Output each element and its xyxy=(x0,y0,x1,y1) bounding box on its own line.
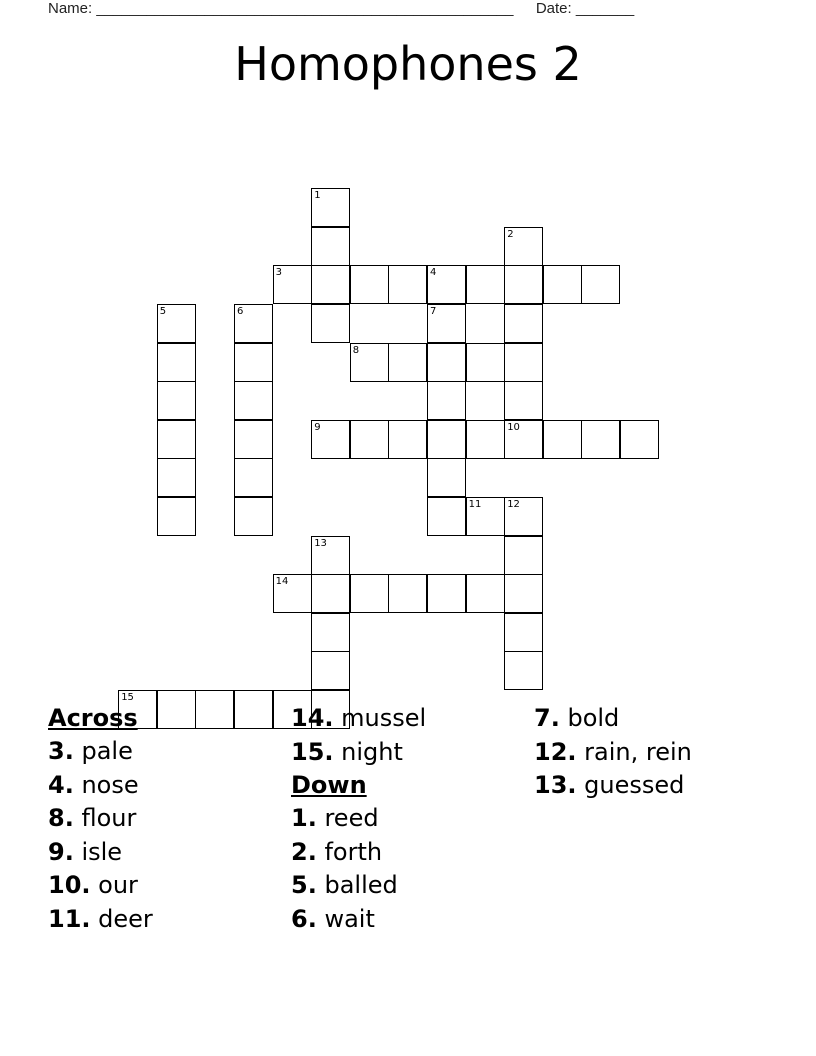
crossword-cell[interactable] xyxy=(157,304,196,343)
crossword-cell[interactable] xyxy=(466,343,505,382)
crossword-cell[interactable] xyxy=(427,381,466,420)
cell-number: 10 xyxy=(507,421,520,433)
date-label: Date: xyxy=(535,0,572,17)
clue-item: 2. forth xyxy=(291,837,383,866)
crossword-cell[interactable] xyxy=(620,420,659,459)
cell-number: 7 xyxy=(430,306,437,317)
clue-item: 13. guessed xyxy=(534,771,685,799)
name-label: Name: xyxy=(48,0,93,17)
crossword-cell[interactable] xyxy=(427,420,466,459)
cell-number: 14 xyxy=(275,576,289,588)
clue-item: 3. pale xyxy=(48,737,133,765)
crossword-cell[interactable] xyxy=(388,574,427,613)
cell-number: 2 xyxy=(507,228,514,240)
crossword-cell[interactable] xyxy=(504,381,543,420)
crossword-cell[interactable] xyxy=(466,420,505,459)
clue-item: 14. mussel xyxy=(291,704,427,732)
clue-column-1 xyxy=(48,702,288,936)
crossword-cell[interactable] xyxy=(311,188,350,227)
crossword-cell[interactable] xyxy=(504,420,543,459)
crossword-cell[interactable] xyxy=(350,420,389,459)
crossword-cell[interactable] xyxy=(466,574,505,613)
across-heading: Across xyxy=(48,704,138,732)
clue-item: 8. flour xyxy=(48,804,137,832)
crossword-cell[interactable] xyxy=(234,343,273,382)
cell-number: 11 xyxy=(468,499,482,510)
clue-item: 15. night xyxy=(291,737,403,766)
name-blank[interactable]: __________________________________________________ xyxy=(96,0,514,17)
crossword-cell[interactable] xyxy=(504,497,543,536)
clue-column-2 xyxy=(291,702,531,936)
crossword-cell[interactable] xyxy=(311,613,350,652)
cell-number: 4 xyxy=(430,267,437,279)
crossword-cell[interactable] xyxy=(234,458,273,497)
crossword-cell[interactable] xyxy=(504,536,543,575)
crossword-cell[interactable] xyxy=(311,304,350,343)
cell-number: 8 xyxy=(352,344,360,356)
clue-item: 7. bold xyxy=(534,704,620,732)
clue-item: 10. our xyxy=(48,871,138,899)
crossword-cell[interactable] xyxy=(504,574,543,613)
crossword-cell[interactable] xyxy=(350,265,389,304)
crossword-cell[interactable] xyxy=(581,265,620,304)
cell-number: 5 xyxy=(159,306,167,317)
crossword-cell[interactable] xyxy=(504,304,543,343)
cell-number: 13 xyxy=(314,537,327,549)
cell-number: 9 xyxy=(314,421,321,433)
clue-column-3 xyxy=(534,702,774,803)
crossword-cell[interactable] xyxy=(504,613,543,652)
crossword-cell[interactable] xyxy=(543,420,582,459)
crossword-cell[interactable] xyxy=(350,343,389,382)
clue-item: 11. deer xyxy=(48,904,153,933)
crossword-cell[interactable] xyxy=(273,265,312,304)
page-title: Homophones 2 xyxy=(234,37,582,91)
crossword-cell[interactable] xyxy=(427,574,466,613)
crossword-cell[interactable] xyxy=(543,265,582,304)
crossword-cell[interactable] xyxy=(311,574,350,613)
crossword-cell[interactable] xyxy=(388,343,427,382)
cell-number: 1 xyxy=(314,190,321,202)
crossword-cell[interactable] xyxy=(157,343,196,382)
cell-number: 12 xyxy=(507,499,520,510)
crossword-cell[interactable] xyxy=(157,420,196,459)
crossword-cell[interactable] xyxy=(504,265,543,304)
crossword-cell[interactable] xyxy=(466,265,505,304)
down-heading: Down xyxy=(291,771,367,799)
crossword-cell[interactable] xyxy=(311,536,350,575)
crossword-cell[interactable] xyxy=(234,381,273,420)
clue-item: 5. balled xyxy=(291,871,398,899)
crossword-cell[interactable] xyxy=(388,420,427,459)
crossword-cell[interactable] xyxy=(388,265,427,304)
clue-item: 9. isle xyxy=(48,837,123,866)
cell-number: 6 xyxy=(237,306,244,317)
clue-item: 1. reed xyxy=(291,804,379,832)
crossword-cell[interactable] xyxy=(311,651,350,690)
crossword-cell[interactable] xyxy=(157,497,196,536)
crossword-cell[interactable] xyxy=(234,420,273,459)
crossword-cell[interactable] xyxy=(273,574,312,613)
crossword-cell[interactable] xyxy=(350,574,389,613)
clue-item: 6. wait xyxy=(291,904,375,933)
date-blank[interactable]: _______ xyxy=(575,0,635,17)
crossword-cell[interactable] xyxy=(234,497,273,536)
crossword-cell[interactable] xyxy=(504,227,543,266)
crossword-cell[interactable] xyxy=(504,651,543,690)
crossword-cell[interactable] xyxy=(427,458,466,497)
clue-item: 12. rain, rein xyxy=(534,737,692,766)
crossword-cell[interactable] xyxy=(427,265,466,304)
crossword-cell[interactable] xyxy=(466,497,505,536)
crossword-cell[interactable] xyxy=(157,381,196,420)
crossword-cell[interactable] xyxy=(427,497,466,536)
clue-item: 4. nose xyxy=(48,770,139,799)
cell-number: 15 xyxy=(121,692,134,703)
crossword-cell[interactable] xyxy=(581,420,620,459)
crossword-cell[interactable] xyxy=(427,304,466,343)
crossword-cell[interactable] xyxy=(427,343,466,382)
cell-number: 3 xyxy=(275,267,282,279)
crossword-cell[interactable] xyxy=(311,265,350,304)
crossword-cell[interactable] xyxy=(311,227,350,266)
crossword-cell[interactable] xyxy=(234,304,273,343)
crossword-cell[interactable] xyxy=(504,343,543,382)
crossword-cell[interactable] xyxy=(157,458,196,497)
crossword-cell[interactable] xyxy=(311,420,350,459)
